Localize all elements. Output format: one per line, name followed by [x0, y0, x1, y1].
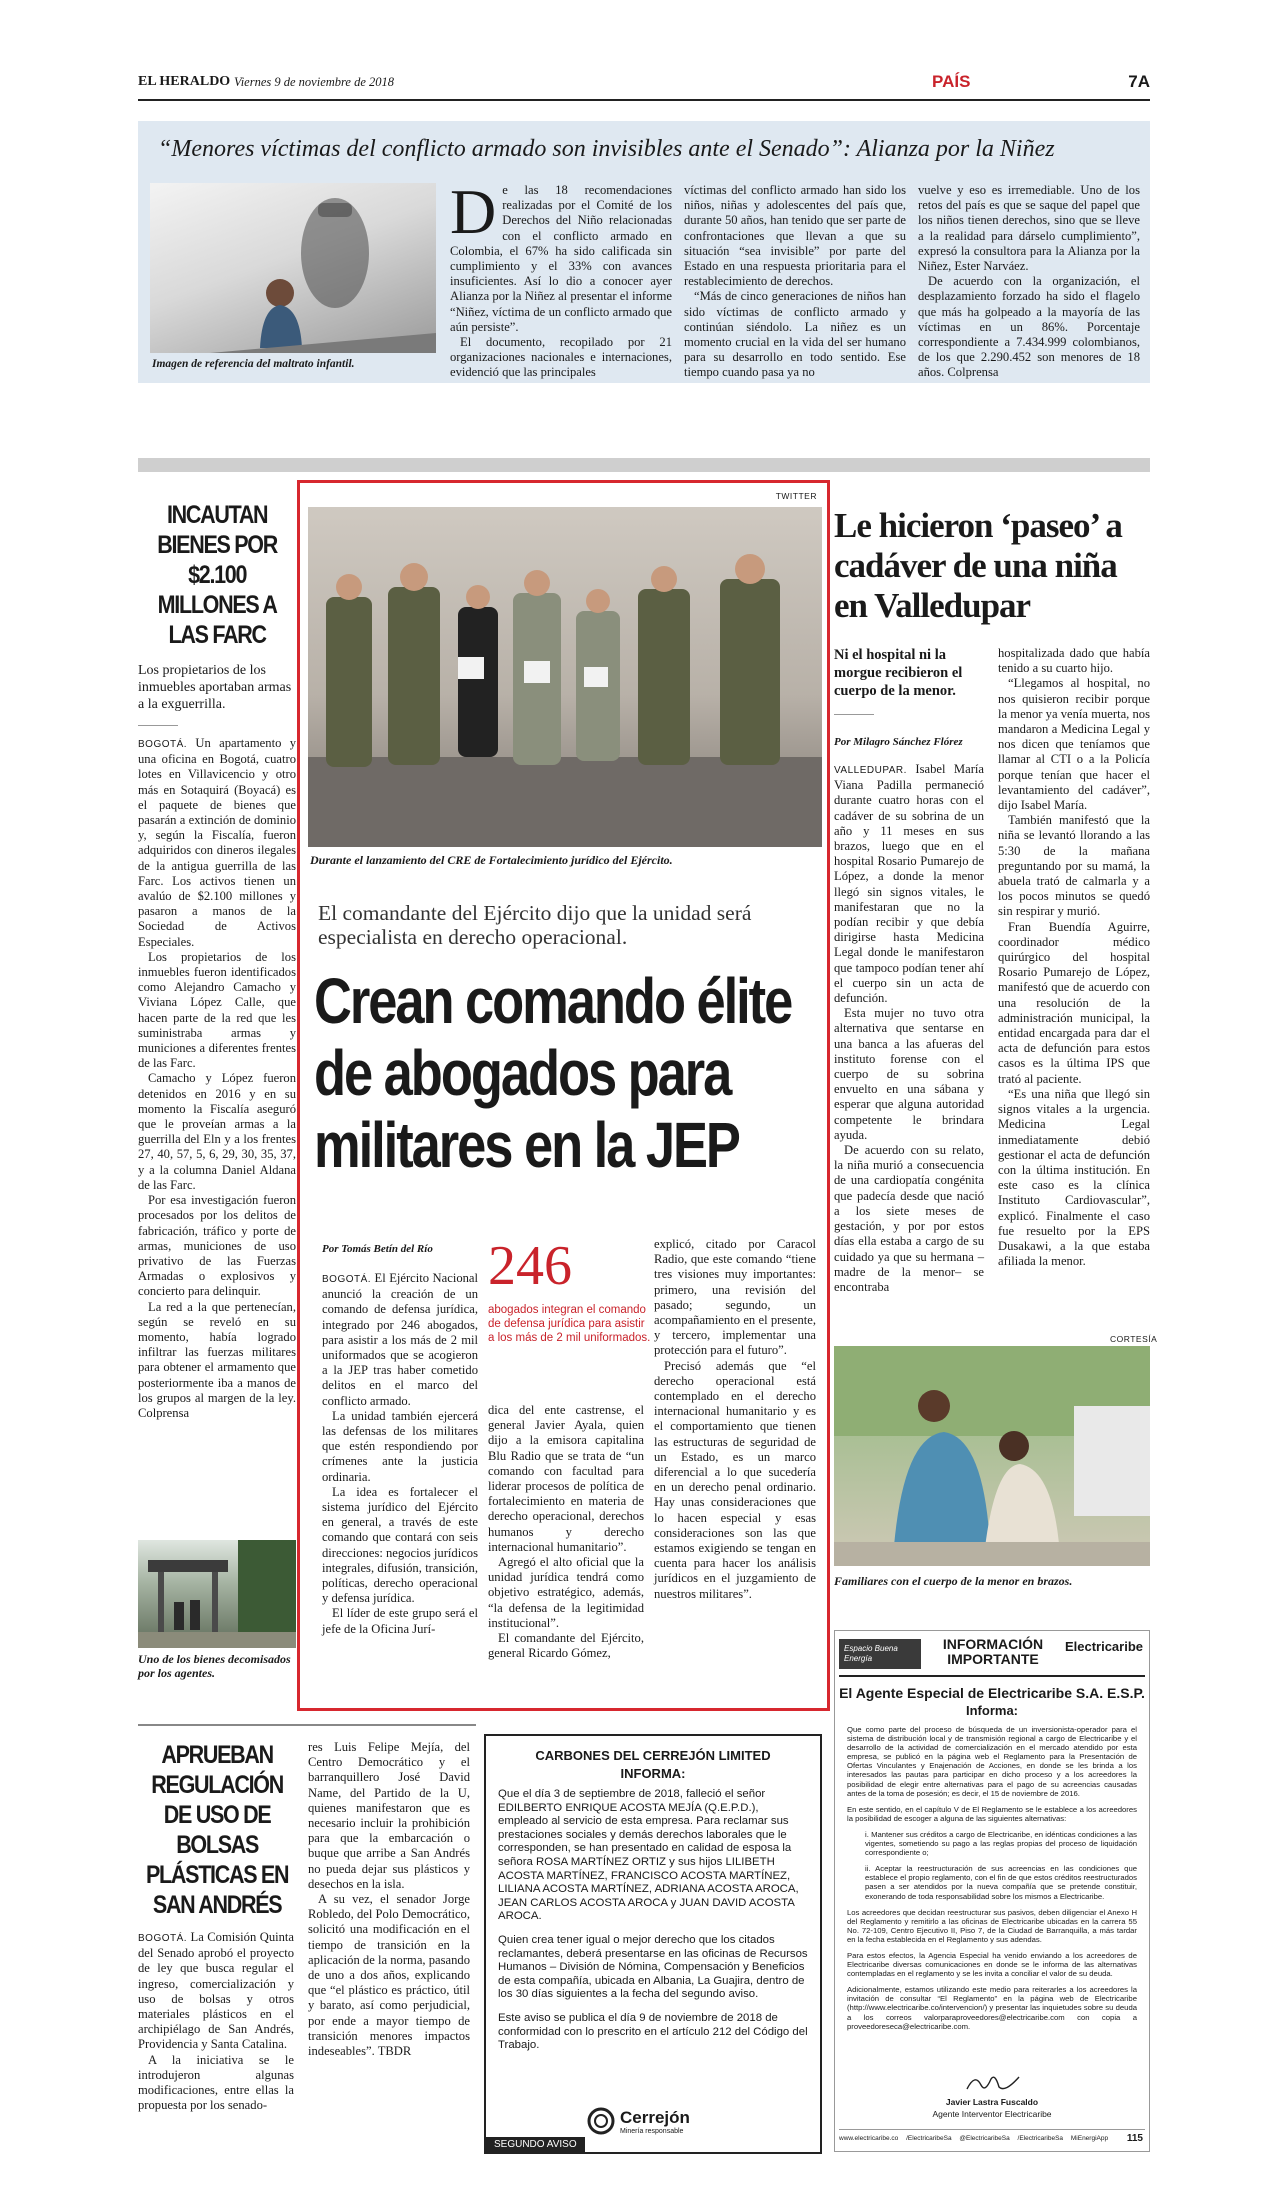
section-label: PAÍS [932, 72, 971, 91]
cerrejon-logo-text: Cerrejón [620, 2108, 690, 2127]
center-story-p2: La unidad también ejercerá las defensas de los militares que estén respondiendo por crímenes ante la justicia ordinaria. [322, 1408, 478, 1484]
center-story-headline: Crean comando élite de abogados para militares en la JEP [314, 965, 792, 1181]
right-photo-credit: CORTESÍA [1110, 1334, 1158, 1344]
bottom-left-dateline: BOGOTÁ. [138, 1933, 188, 1944]
bottom-left-p1-text: La Comisión Quinta del Senado aprobó el proyecto de ley que busca regular el ingreso, comercialización y uso de bolsas y otros materiales plásticos en el archipiélago de San Andrés, Providencia y Santa Catalina. [138, 1930, 294, 2052]
electricaribe-brand: Electricaribe [1064, 1639, 1143, 1654]
footer-number: 115 [1126, 2133, 1143, 2144]
left-story-p1 [138, 736, 296, 950]
header-date: Viernes 9 de noviembre de 2018 [234, 75, 395, 89]
center-story-p8: explicó, citado por Caracol Radio, que este comando “tiene tres visiones muy importantes: primero, una revisión del pasado; segundo, un acompañamiento en el presente, y tercero, implementar una protección para el futuro”. [654, 1237, 816, 1358]
right-lead-rule [834, 714, 874, 715]
soldiers-group-image [308, 507, 822, 847]
cerrejon-body [498, 1788, 810, 2053]
cerrejon-notice [484, 1734, 822, 2154]
footer-web: www.electricaribe.co [839, 2135, 899, 2142]
left-story-p4: Por esa investigación fueron procesados por los delitos de fabricación, tráfico y porte de armas, municiones de uso privativo de las Fuerzas Armadas o explosivos y concierto para delinquir. [138, 1193, 296, 1299]
electricaribe-opt2: ii. Aceptar la reestructuración de sus acreencias en las condiciones que establece el propio reglamento, con el fin de que estos créditos reestructurados pasen a ser atendidos por la nueva compañía que se pretende constituir, exonerando de toda responsabilidad sobre los mismos a Electricaribe. [865, 1864, 1137, 1901]
left-story [138, 500, 296, 1700]
electricaribe-title: El Agente Especial de Electricaribe S.A. E.S.P. [839, 1685, 1145, 1701]
electricaribe-signer: Javier Lastra Fuscaldo [945, 2097, 1039, 2107]
right-story-p4: hospitalizada dado que había tenido a su cuarto hijo. [998, 646, 1150, 676]
bottom-left-col2 [308, 1740, 470, 2059]
electricaribe-rule [839, 1675, 1145, 1677]
left-story-p1-text: Un apartamento y una oficina en Bogotá, cuatro lotes en Villavicencio y otro más en Sotaquirá (Boyacá) es el paquete de bienes que pasarán a extinción de dominio y, según la Fiscalía, fueron adquiridos con dineros ilegales de la antigua guerrilla de las Farc. Los activos tienen un avalúo de $2.100 millones y pasaron a manos de la Sociedad de Activos Especiales. [138, 736, 296, 949]
right-story-p1-text: Isabel María Viana Padilla permaneció durante cuatro horas con el cadáver de su sobrina de un año y 11 meses en sus brazos, luego que en el hospital Rosario Pumarejo de López, a donde la menor llegó sin signos vitales, le manifestaran que no la podían recibir y que debía dirigirse hasta Medicina Legal donde le manifestaron que tampoco podían tener ahí el cuerpo sin un acta de defunción. [834, 762, 984, 1006]
bottom-left-col1 [138, 1930, 294, 2113]
center-story-col3 [654, 1237, 816, 1602]
footer-app: MiEnergiApp [1070, 2135, 1109, 2142]
page-number: 7A [1128, 72, 1150, 91]
right-story-lead: Ni el hospital ni la morgue recibieron el cuerpo de la menor. [834, 647, 963, 699]
left-story-p3: Camacho y López fueron detenidos en 2016 y en su momento la Fiscalía aseguró que le proveían armas a la guerrilla del Eln y a los frentes 27, 40, 57, 5, 6, 29, 30, 35, 37, y a la columna Daniel Aldana de las Farc. [138, 1071, 296, 1192]
left-story-dateline: BOGOTÁ. [138, 739, 188, 750]
right-story-p3: De acuerdo con su relato, la niña murió a consecuencia de una cardiopatía congénita que padecía desde que nació a los siete meses de gestación, y por por estos días ella estaba a cargo de su cuidado ya que su hermana –madre de la menor– se encontraba [834, 1143, 984, 1294]
top-story-p5: vuelve y eso es irremediable. Uno de los retos del país es que se saque del papel que los niños tienen derechos, sino que se lleve a la realidad para dárselo cumplimiento”, expresó la consultora para la Alianza por la Niñez, Ester Narváez. [918, 183, 1140, 274]
left-story-headline: INCAUTAN BIENES POR $2.100 MILLONES A LAS FARC [157, 501, 277, 649]
right-story-col2 [998, 646, 1150, 1269]
electricaribe-signer-role: Agente Interventor Electricaribe [932, 2109, 1052, 2119]
center-story-p3: La idea es fortalecer el sistema jurídico del Ejército en general, a través de este comando que contará con seis direcciones: negocios jurídicos integrales, difusión, transición, políticas, derecho operacional y defensa jurídica. [322, 1484, 478, 1606]
left-story-p5: La red a la que pertenecían, según se reveló en su momento, había logrado infiltrar las fuerzas militares para obtener el armamento que posteriormente iba a manos de los grupos al margen de la ley. Colprensa [138, 1299, 296, 1420]
bottom-left-p2: A la iniciativa se le introdujeron algunas modificaciones, entre ellas la propuesta por los senado- [138, 2052, 294, 2113]
right-story-photo [834, 1346, 1150, 1566]
paper-name: EL HERALDO [138, 74, 231, 89]
electricaribe-opt1: i. Mantener sus créditos a cargo de Electricaribe, en idénticas condiciones a las vigentes, sometiendo su pago a las reglas propias del proceso de liquidación correspondiente o; [865, 1829, 1137, 1858]
stat-text: abogados integran el comando de defensa jurídica para asistir a los más de 2 mil uniformados. [488, 1304, 651, 1344]
cerrejon-title: CARBONES DEL CERREJÓN LIMITED [535, 1748, 771, 1763]
electricaribe-p1: Que como parte del proceso de búsqueda de un inversionista-operador para el sistema de distribución local y de transmisión regional a cargo de Electricaribe y el desarrollo de la actividad de comercialización en el mercado atendido por esta empresa, se publicó en la página web el Reglamento para la Presentación de Ofertas Vinculantes y Enajenación de Acciones, en donde se les brinda a los interesados las pautas para participar en dicho proceso y a los acreedores la posibilidad de elegir entre alternativas para el pago de su acreencias causadas antes de la toma de posesión; es decir, el 15 de noviembre de 2016. [847, 1725, 1137, 1798]
signature-icon [963, 2071, 1023, 2095]
top-story-caption: Imagen de referencia del maltrato infantil. [152, 358, 355, 370]
top-story-headline: “Menores víctimas del conflicto armado son invisibles ante el Senado”: Alianza por la Niñez [158, 136, 1055, 162]
center-story [297, 480, 830, 1711]
electricaribe-notice [834, 1630, 1150, 2152]
footer-facebook: /ElectricaribeSa [906, 2135, 952, 2142]
top-story-col1 [450, 176, 672, 381]
center-story-p9: Precisó además que “el derecho operacional está contemplado en el derecho internacional humanitario y es el comportamiento que tienen las estructuras de seguridad de un Estado, es un marco diferencial a lo que sucedería en un derecho penal ordinario. Hay unas consideraciones que lo hacen especial y esas consideraciones son las que estamos exigiendo se tengan en cuenta para hacer los análisis jurídicos en el juzgamiento de nuestros militares”. [654, 1358, 816, 1601]
footer-twitter: @ElectricaribeSa [959, 2135, 1010, 2142]
right-story-headline: Le hicieron ‘paseo’ a cadáver de una niña en Valledupar [834, 506, 1122, 625]
header-rule [138, 99, 1150, 101]
seized-property-image [138, 1540, 296, 1648]
center-photo-credit: TWITTER [775, 491, 817, 501]
stat-number: 246 [488, 1235, 572, 1297]
cerrejon-footer: SEGUNDO AVISO [486, 2137, 585, 2152]
center-story-col2 [488, 1403, 644, 1661]
left-story-p2: Los propietarios de los inmuebles fueron identificados como Alejandro Camacho y Viviana López Calle, que hacen parte de la red que les suministraba armas y municiones a diferentes frentes de las Farc. [138, 949, 296, 1071]
right-story-p6: También manifestó que la niña se levantó llorando a las 5:30 de la mañana preguntando por su mamá, la abuela trató de calmarla y a los pocos minutos se quedó sin respirar y murió. [998, 813, 1150, 919]
center-story-deck: El comandante del Ejército dijo que la unidad será especialista en derecho operacional. [318, 901, 752, 949]
section-divider [138, 458, 1150, 472]
top-story-p1: e las 18 recomendaciones realizadas por el Comité de los Derechos del Niño relacionadas con el conflicto armado en Colombia, el 67% ha sido calificada sin cumplimiento y el 33% con avances insuficientes. Así lo dio a conocer ayer Alianza por la Niñez al presentar el informe “Niñez, víctima de un conflicto armado que aún persiste”. [450, 183, 672, 334]
top-story-p3: víctimas del conflicto armado han sido los niños, niñas y adolescentes del país que, durante 50 años, han tenido que ser parte de confrontaciones que llevan a que su situación “sea invisible” por parte del Estado en una respuesta prioritaria para el restablecimiento de derechos. [684, 183, 906, 289]
center-story-p1-text: El Ejército Nacional anunció la creación de un comando de defensa jurídica, integrado por 246 abogados, para asistir a los más de 2 mil uniformados que se acogieron a la JEP tras haber cometido delitos en el marco del conflicto armado. [322, 1271, 478, 1408]
bottom-rule-left [138, 1724, 476, 1726]
electricaribe-body [847, 1725, 1137, 2031]
top-story-photo [150, 183, 436, 353]
center-story-photo [308, 507, 822, 847]
center-story-caption: Durante el lanzamiento del CRE de Fortalecimiento jurídico del Ejército. [310, 853, 673, 867]
left-story-lead: Los propietarios de los inmuebles aportaban armas a la exguerrilla. [138, 663, 292, 712]
top-story-p4: “Más de cinco generaciones de niños han sido víctimas de conflicto armado y continúan siéndolo. La niñez es un momento crucial en la vida del ser humano para su desarrollo en todo sentido. Ese tiempo cuando pasa ya no [684, 289, 906, 380]
right-story-p5: “Llegamos al hospital, no nos quisieron recibir porque la menor ya venía muerta, nos mandaron a Medicina Legal y nos dicen que teníamos que llamar al CTI o a la Policía porque tenían que hacer el levantamiento del cadáver”, dijo Isabel María. [998, 676, 1150, 813]
center-story-col1 [322, 1271, 478, 1637]
family-grief-image [834, 1346, 1150, 1566]
left-story-photo [138, 1540, 296, 1648]
center-story-p1 [322, 1271, 478, 1409]
right-story-caption: Familiares con el cuerpo de la menor en brazos. [834, 1574, 1073, 1588]
left-story-body [138, 736, 296, 1421]
top-story-col2 [684, 183, 906, 381]
cerrejon-logo-sub: Minería responsable [620, 2128, 684, 2135]
center-story-dateline: BOGOTÁ. [322, 1274, 372, 1285]
bottom-left-p3: res Luis Felipe Mejía, del Centro Democrático y el barranquillero José David Name, del Partido de la U, quienes manifestaron que es necesario incluir la prohibición para que la embarcación o buque que arribe a San Andrés no pueda dejar sus plásticos y desechos en la isla. [308, 1740, 470, 1891]
electricaribe-p4: Para estos efectos, la Agencia Especial ha venido enviando a los acreedores de Electricaribe diversas comunicaciones en donde se le informa de las alternativas contempladas en el reglamento y se les invita a conciliar el valor de su deuda. [847, 1950, 1137, 1979]
footer-youtube: /ElectricaribeSa [1017, 2135, 1064, 2142]
right-story-p8: “Es una niña que llegó sin signos vitales a la urgencia. Medicina Legal inmediatamente debió gestionar el acta de defunción con la última institución. En este caso es la clínica Instituto Cardiovascular”, explicó. Finalmente el caso fue resuelto por la EPS Dusakawi, a la que estaba afiliada la menor. [998, 1086, 1150, 1269]
electricaribe-subtitle: Informa: [966, 1703, 1018, 1718]
electricaribe-banner: INFORMACIÓN IMPORTANTE [942, 1636, 1044, 1667]
electricaribe-p2: En este sentido, en el capítulo V de El Reglamento se le establece a los acreedores la posibilidad de escoger a alguna de las siguientes alternativas: [847, 1804, 1137, 1823]
cerrejon-p1: Que el día 3 de septiembre de 2018, falleció el señor EDILBERTO ENRIQUE ACOSTA MEJÍA (Q.E.P.D.), empleado al servicio de esta empresa. Para reclamar sus prestaciones sociales y demás derechos laborales que le corresponden, se han presentado en calidad de esposa la señora ROSA MARTÍNEZ ORTIZ y sus hijos LILIBETH ACOSTA MARTÍNEZ, FRANCISCO ACOSTA MARTÍNEZ, LILIANA ACOSTA MARTÍNEZ, ADRIANA ACOSTA AROCA, JEAN CARLOS ACOSTA AROCA y JUAN DAVID ACOSTA AROCA. [498, 1788, 799, 1923]
electricaribe-p5: Adicionalmente, estamos utilizando este medio para reiterarles a los acreedores la invitación de consultar “El Reglamento” en la página web de Electricaribe (http://www.electricaribe.co/intervencion/) y presentar las inquietudes sobre su deuda a los correos valorparaproveedores@electricaribe.com con copia a proveedoreseca@electricaribe.com. [847, 1985, 1137, 2031]
bottom-left-story [138, 1740, 478, 2160]
bottom-left-p4: A su vez, el senador Jorge Robledo, del Polo Democrático, solicitó una modificación en el tiempo de transición en la aplicación de la norma, pasando de uno a dos años, explicando que “el plástico es práctico, útil y barato, así como perjudicial, por ende a mayor tiempo de transición menores impactos indeseables”. TBDR [308, 1892, 470, 2059]
center-story-byline: Por Tomás Betín del Río [322, 1243, 433, 1255]
top-story [138, 121, 1150, 383]
cerrejon-p2: Quien crea tener igual o mejor derecho que los citados reclamantes, deberá presentarse en las oficinas de Recursos Humanos – División de Nómina, Compensación y Beneficios de esta compañía, ubicada en Albania, La Guajira, dentro de los 30 días siguientes a la fecha del segundo aviso. [498, 1933, 808, 2001]
right-story-p7: Fran Buendía Aguirre, coordinador médico quirúrgico del hospital Rosario Pumarejo de López, manifestó que de acuerdo con una resolución de la administración municipal, la entidad encargada para dar el acta de defunción para estos casos es la última IPS que trató al paciente. [998, 919, 1150, 1086]
bottom-left-p1 [138, 1930, 294, 2053]
cerrejon-logo-icon [586, 2106, 616, 2136]
right-story-byline: Por Milagro Sánchez Flórez [834, 736, 963, 748]
page-header [138, 72, 1150, 94]
center-story-p5: dica del ente castrense, el general Javier Ayala, quien dijo a la emisora capitalina Blu Radio que se trata de “un comando con facultad para liderar procesos de política de fortalecimiento en materia de derecho operacional, derechos humanos y derecho internacional humanitario”. [488, 1403, 644, 1554]
top-story-p2: El documento, recopilado por 21 organizaciones nacionales e internaciones, evidenció que las principales [450, 335, 672, 380]
right-story-p2: Esta mujer no tuvo otra alternativa que sentarse en una banca a las afueras del instituto forense con el cuerpo de su sobrina envuelto en una sábana y esperar que alguna autoridad competente le brindara ayuda. [834, 1006, 984, 1142]
electricaribe-footer [839, 2129, 1145, 2147]
right-story-col1 [834, 762, 984, 1295]
electricaribe-tag: Espacio Buena Energía [839, 1639, 921, 1669]
electricaribe-p3: Los acreedores que decidan reestructurar sus pasivos, deben diligenciar el Anexo H del Reglamento y remitirlo a las oficinas de Electricaribe ubicadas en la carrera 55 No. 72-109, Centro Ejecutivo II, Piso 7, de la Ciudad de Barranquilla, a más tardar en la fecha establecida en el Reglamento y sus adendas. [847, 1907, 1137, 1944]
center-story-p4: El líder de este grupo será el jefe de la Oficina Jurí- [322, 1606, 478, 1636]
bottom-left-headline: APRUEBAN REGULACIÓN DE USO DE BOLSAS PLÁSTICAS EN SAN ANDRÉS [146, 1741, 289, 1919]
cerrejon-subtitle: INFORMA: [620, 1766, 686, 1781]
child-silhouette-image [150, 183, 436, 353]
top-story-p6: De acuerdo con la organización, el desplazamiento forzado ha sido el flagelo que más ha golpeado a la mayoría de las víctimas en un 86%. Porcentaje correspondiente a 7.434.999 colombianos, de los que 2.290.452 son menores de 18 años. Colprensa [918, 274, 1140, 380]
cerrejon-p3: Este aviso se publica el día 9 de noviembre de 2018 de conformidad con lo prescrito en el artículo 212 del Código del Trabajo. [498, 2011, 808, 2052]
right-story-p1 [834, 762, 984, 1006]
top-story-dropcap: D [450, 176, 497, 247]
center-story-p7: El comandante del Ejército, general Ricardo Gómez, [488, 1631, 644, 1661]
cerrejon-logo [586, 2106, 726, 2138]
top-story-col3 [918, 183, 1140, 381]
left-story-caption: Uno de los bienes decomisados por los agentes. [138, 1652, 291, 1680]
right-story-dateline: VALLEDUPAR. [834, 765, 907, 776]
center-story-p6: Agregó el alto oficial que la unidad jurídica tendrá como objetivo estratégico, además, “la defensa de la legitimidad institucional”. [488, 1555, 644, 1630]
left-lead-rule [138, 725, 178, 726]
